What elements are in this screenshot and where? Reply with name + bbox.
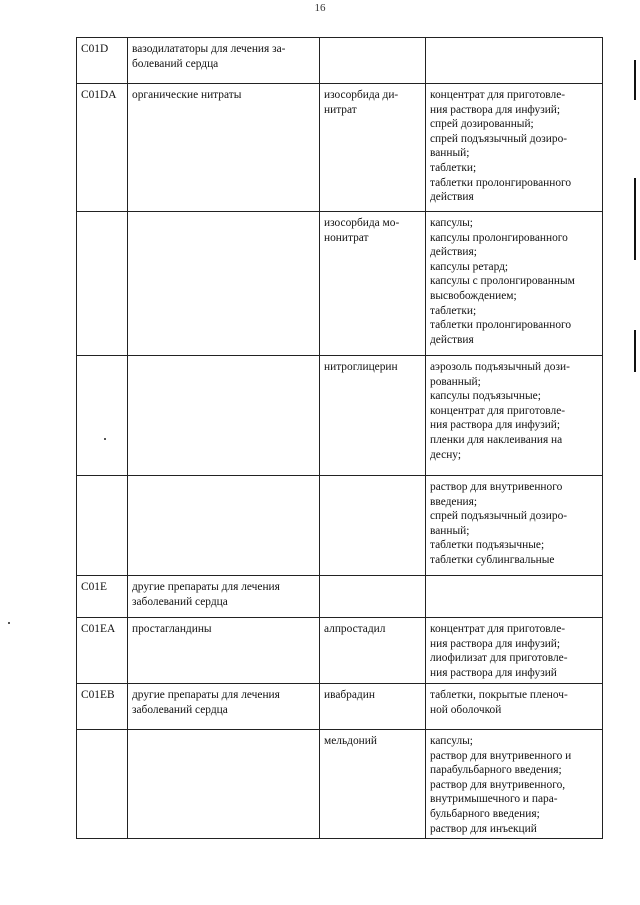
table-row	[77, 618, 603, 684]
table-row	[77, 212, 603, 356]
scan-dust-dot	[104, 438, 106, 440]
dosage-form-line: таблетки;	[430, 304, 477, 317]
dosage-form-line: спрей подъязычный дозиро-	[430, 132, 568, 145]
dosage-form-line: раствор для внутривенного,	[430, 778, 566, 791]
dosage-form-line: действия	[430, 191, 474, 204]
table-row	[77, 476, 603, 576]
group-name-line: другие препараты для лечения	[132, 581, 280, 593]
table-row	[77, 356, 603, 476]
group-name-cell	[128, 84, 320, 212]
dosage-form-line: ния раствора для инфузий;	[430, 103, 561, 116]
dosage-form-line: парабульбарного введения;	[430, 764, 562, 777]
drug-name-cell	[320, 576, 426, 618]
dosage-form-line: капсулы;	[430, 735, 473, 747]
group-name-line: другие препараты для лечения	[132, 689, 280, 701]
scan-edge-mark	[634, 330, 636, 372]
drug-name-line: мельдоний	[324, 735, 377, 747]
dosage-form-line: раствор для внутривенного	[430, 481, 563, 493]
dosage-form-line: таблетки подъязычные;	[430, 539, 545, 552]
dosage-forms-cell	[426, 212, 603, 356]
atc-code-cell: C01D	[77, 38, 128, 84]
drug-name-line: ивабрадин	[324, 689, 375, 701]
atc-code-cell	[77, 730, 128, 839]
group-name-cell	[128, 356, 320, 476]
scan-edge-mark	[634, 60, 636, 100]
dosage-form-line: спрей дозированный;	[430, 118, 534, 131]
drug-name-cell	[320, 618, 426, 684]
dosage-form-line: таблетки пролонгированного	[430, 319, 572, 332]
atc-code-cell: C01DA	[77, 84, 128, 212]
table-row	[77, 576, 603, 618]
dosage-forms-cell	[426, 38, 603, 84]
dosage-form-line: ния раствора для инфузий;	[430, 419, 561, 432]
dosage-form-line: капсулы пролонгированного	[430, 231, 568, 244]
group-name-cell	[128, 476, 320, 576]
group-name-cell	[128, 212, 320, 356]
dosage-form-line: таблетки, покрытые пленоч-	[430, 689, 568, 701]
group-name-line: простагландины	[132, 623, 212, 635]
dosage-forms-cell	[426, 618, 603, 684]
dosage-form-line: введения;	[430, 495, 478, 508]
group-name-cell	[128, 576, 320, 618]
dosage-form-line: капсулы с пролонгированным	[430, 275, 575, 288]
dosage-form-line: высвобождением;	[430, 289, 517, 302]
scan-dust-dot	[8, 622, 10, 624]
dosage-forms-cell	[426, 356, 603, 476]
drug-name-cell	[320, 684, 426, 730]
dosage-form-line: таблетки пролонгированного	[430, 176, 572, 189]
dosage-form-line: капсулы ретард;	[430, 260, 509, 273]
table-row	[77, 38, 603, 84]
dosage-form-line: концентрат для приготовле-	[430, 623, 566, 635]
group-name-cell	[128, 684, 320, 730]
group-name-cell	[128, 730, 320, 839]
dosage-form-line: спрей подъязычный дозиро-	[430, 510, 568, 523]
dosage-form-line: ния раствора для инфузий	[430, 666, 557, 679]
dosage-forms-cell	[426, 576, 603, 618]
atc-code-cell	[77, 476, 128, 576]
table-row	[77, 84, 603, 212]
table-body	[77, 38, 603, 839]
dosage-form-line: внутримышечного и пара-	[430, 793, 558, 806]
group-name-line: заболеваний сердца	[132, 703, 228, 716]
drug-name-line: изосорбида ди-	[324, 89, 399, 101]
dosage-form-line: лиофилизат для приготовле-	[430, 652, 568, 665]
atc-code-cell	[77, 212, 128, 356]
drug-name-cell	[320, 84, 426, 212]
group-name-line: заболеваний сердца	[132, 595, 228, 608]
dosage-form-line: раствор для внутривенного и	[430, 749, 572, 762]
dosage-form-line: действия	[430, 333, 474, 346]
dosage-forms-cell	[426, 730, 603, 839]
atc-code-cell: C01EB	[77, 684, 128, 730]
dosage-forms-cell	[426, 684, 603, 730]
group-name-line: вазодилататоры для лечения за-	[132, 43, 286, 55]
drug-name-cell	[320, 212, 426, 356]
dosage-form-line: раствор для инъекций	[430, 822, 537, 835]
drug-name-line: изосорбида мо-	[324, 217, 400, 229]
dosage-form-line: таблетки сублингвальные	[430, 553, 555, 566]
dosage-form-line: рованный;	[430, 375, 481, 388]
drug-name-line: нитроглицерин	[324, 361, 398, 373]
group-name-cell	[128, 618, 320, 684]
drug-classification-table	[76, 37, 603, 839]
drug-name-cell	[320, 730, 426, 839]
dosage-form-line: ванный;	[430, 147, 470, 160]
dosage-form-line: таблетки;	[430, 161, 477, 174]
dosage-form-line: ванный;	[430, 524, 470, 537]
drug-name-cell	[320, 356, 426, 476]
scan-edge-mark	[634, 178, 636, 260]
dosage-forms-cell	[426, 84, 603, 212]
atc-code-cell: C01E	[77, 576, 128, 618]
table-row	[77, 730, 603, 839]
dosage-form-line: аэрозоль подъязычный дози-	[430, 361, 570, 373]
dosage-form-line: концентрат для приготовле-	[430, 404, 566, 417]
group-name-line: болеваний сердца	[132, 57, 219, 70]
atc-code-cell: C01EA	[77, 618, 128, 684]
dosage-form-line: капсулы подъязычные;	[430, 390, 541, 403]
dosage-form-line: бульбарного введения;	[430, 807, 540, 820]
drug-name-cell	[320, 38, 426, 84]
dosage-forms-cell	[426, 476, 603, 576]
dosage-form-line: действия;	[430, 246, 477, 259]
dosage-form-line: десну;	[430, 448, 461, 461]
page-number: 16	[314, 2, 326, 14]
group-name-cell	[128, 38, 320, 84]
drug-name-line: нонитрат	[324, 231, 369, 244]
dosage-form-line: капсулы;	[430, 217, 473, 229]
drug-name-cell	[320, 476, 426, 576]
drug-name-line: алпростадил	[324, 623, 386, 635]
drug-name-line: нитрат	[324, 103, 357, 116]
table-row	[77, 684, 603, 730]
dosage-form-line: пленки для наклеивания на	[430, 433, 563, 446]
group-name-line: органические нитраты	[132, 89, 242, 101]
dosage-form-line: ной оболочкой	[430, 703, 502, 716]
atc-code-cell	[77, 356, 128, 476]
dosage-form-line: концентрат для приготовле-	[430, 89, 566, 101]
dosage-form-line: ния раствора для инфузий;	[430, 637, 561, 650]
